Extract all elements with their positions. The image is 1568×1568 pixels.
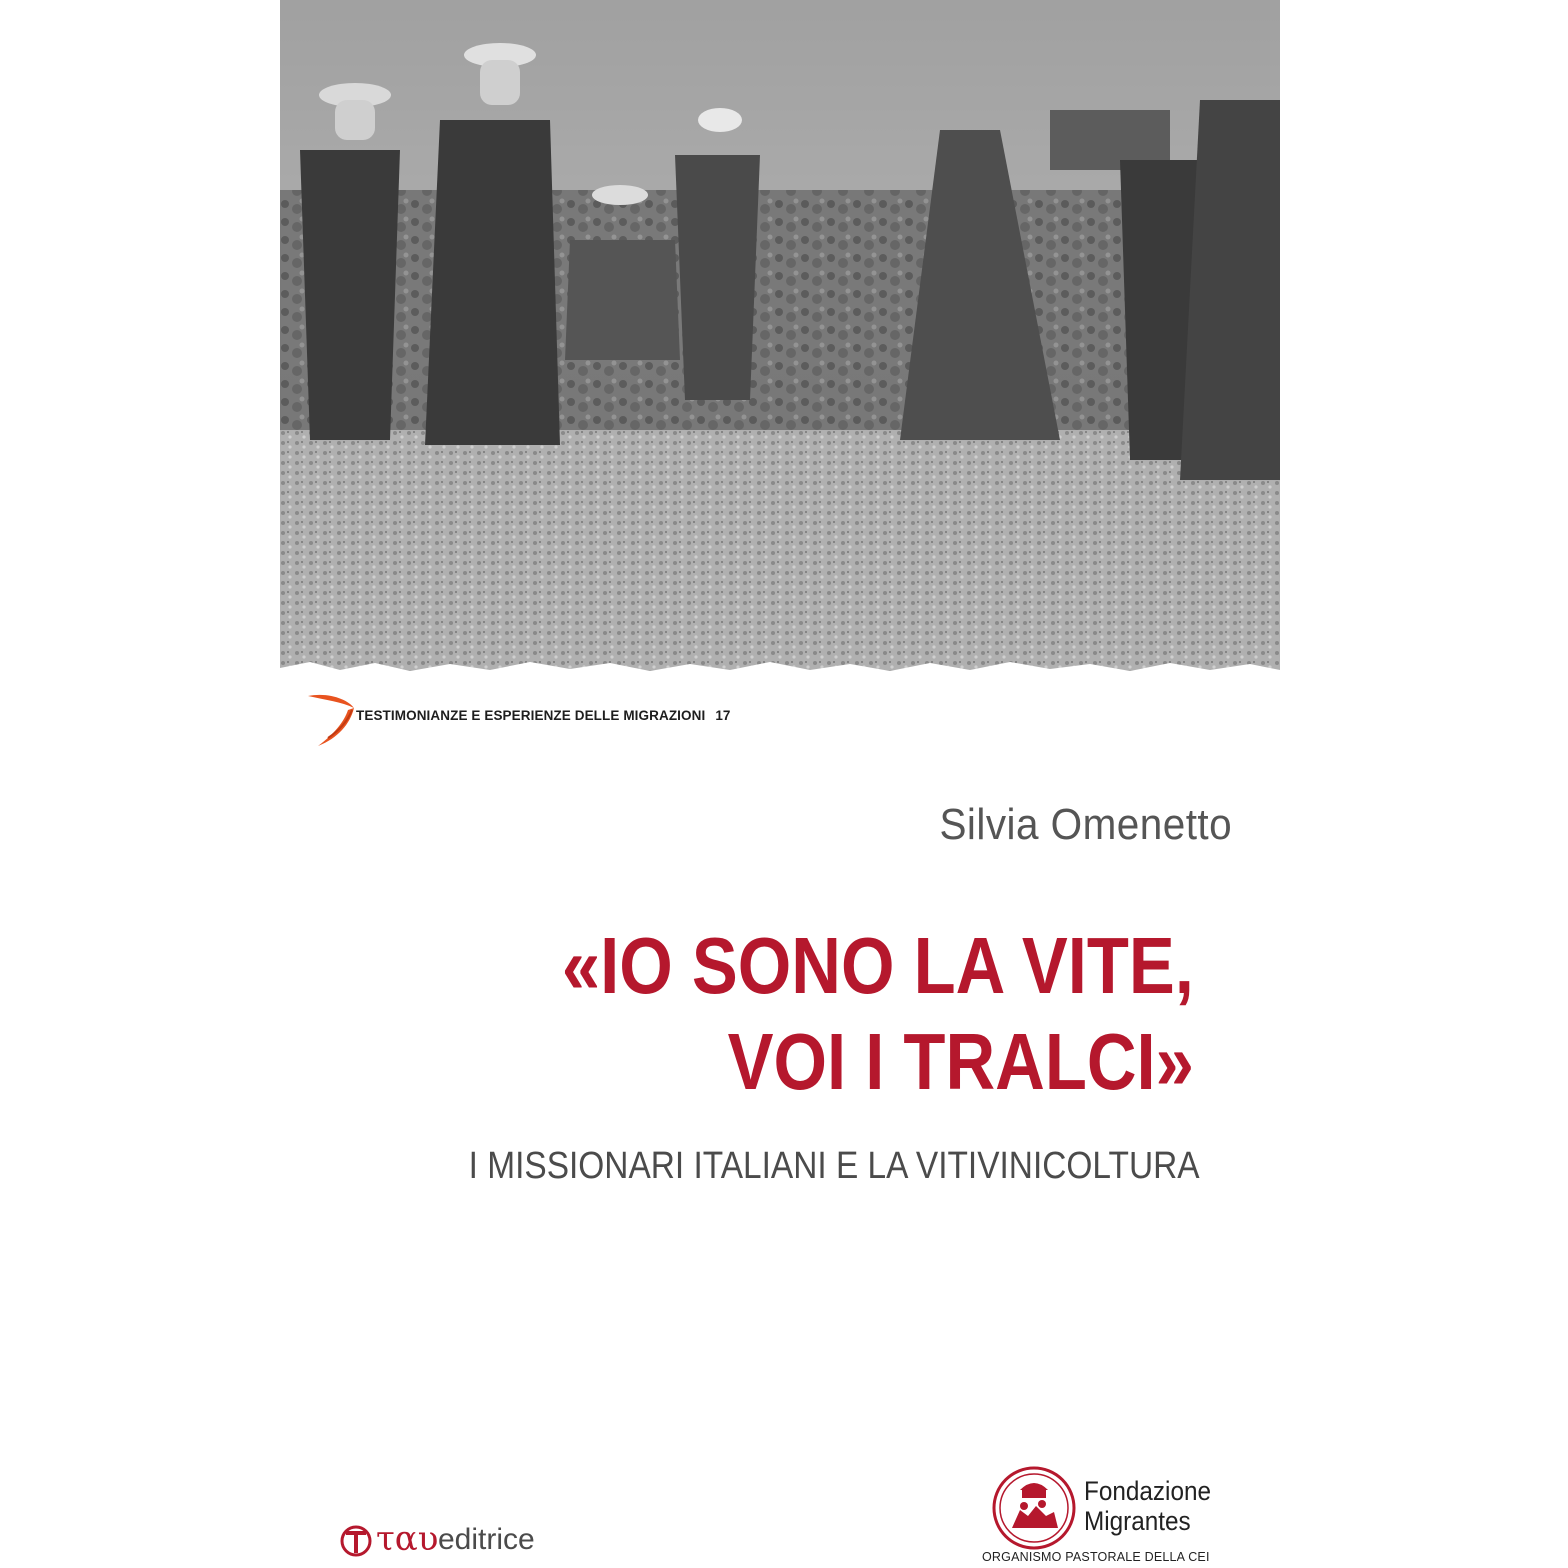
- fondazione-name-line-1: Fondazione: [1084, 1476, 1211, 1506]
- title-line-2: VOI I TRALCI»: [727, 1017, 1194, 1106]
- book-subtitle: I MISSIONARI ITALIANI E LA VITIVINICOLTURA: [469, 1145, 1200, 1187]
- series-number: 17: [715, 708, 731, 723]
- vintage-photo-missionaries-vineyard: [280, 0, 1280, 684]
- cover-photo: [280, 0, 1280, 684]
- fondazione-name-line-2: Migrantes: [1084, 1506, 1191, 1536]
- series-title: TESTIMONIANZE E ESPERIENZE DELLE MIGRAZIONI: [356, 708, 706, 723]
- tau-logo: [340, 1521, 372, 1559]
- author-name: Silvia Omenetto: [939, 800, 1232, 849]
- fondazione-tagline: ORGANISMO PASTORALE DELLA CEI: [982, 1550, 1210, 1564]
- publisher-logo: [340, 1515, 580, 1565]
- book-title: [562, 918, 1194, 1110]
- series-banner: [304, 690, 764, 748]
- migrantes-seal: [990, 1466, 1078, 1550]
- title-line-1: «IO SONO LA VITE,: [561, 921, 1194, 1010]
- series-label: [356, 708, 731, 723]
- fondazione-name: [1084, 1476, 1211, 1536]
- fondazione-migrantes-logo: [980, 1460, 1230, 1568]
- swoosh-arrow-logo: [304, 690, 360, 748]
- publisher-name: editrice: [438, 1523, 535, 1556]
- publisher-greek: ταυ: [376, 1519, 439, 1559]
